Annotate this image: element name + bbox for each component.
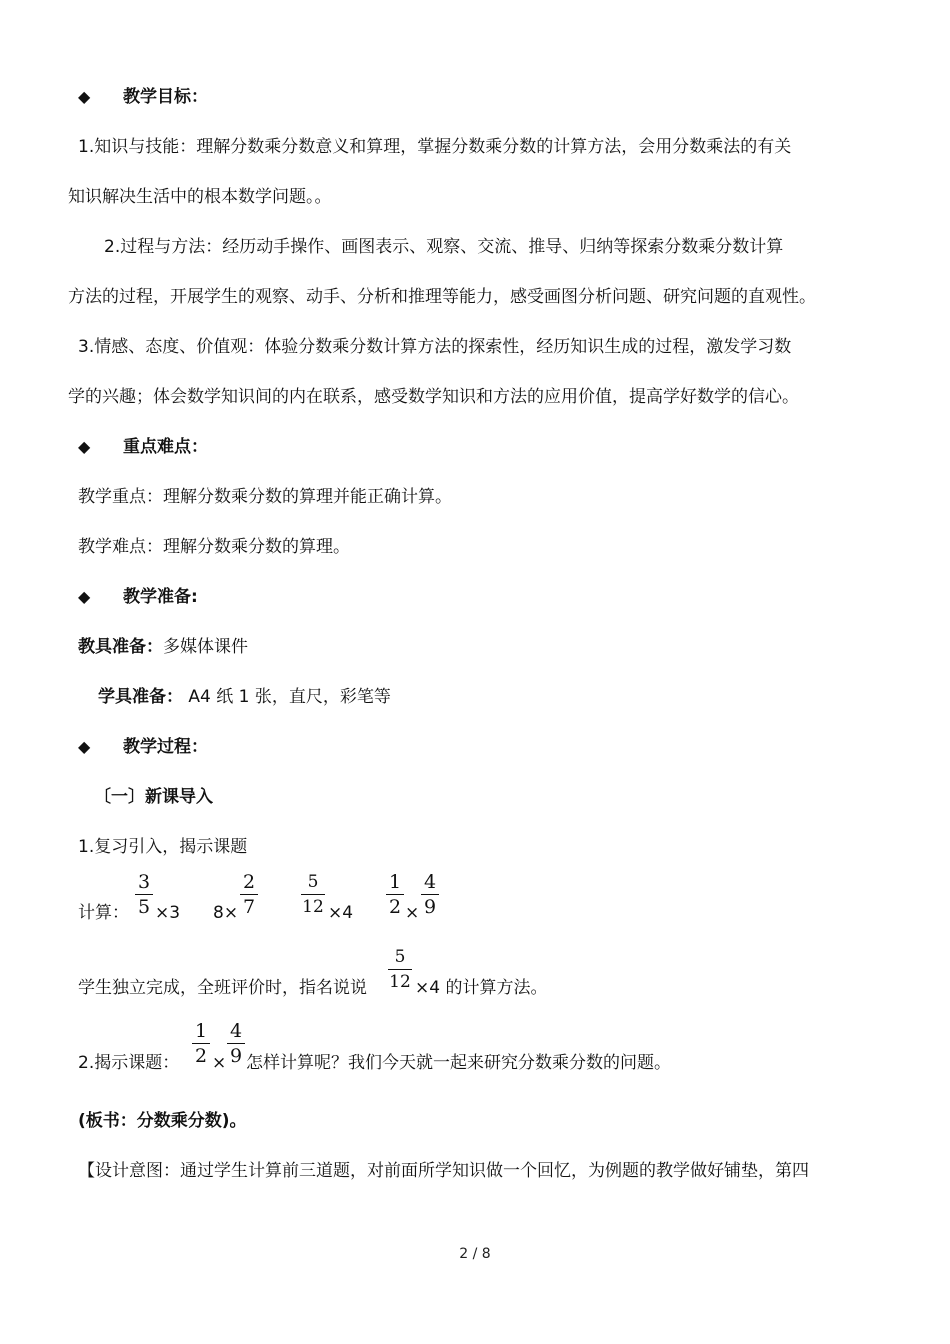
bullet-diamond-icon: ◆: [78, 87, 91, 106]
design-intent: 【设计意图：通过学生计算前三道题，对前面所学知识做一个回忆，为例题的教学做好铺垫，第四: [78, 1161, 809, 1181]
section-title-goals: 教学目标：: [123, 87, 208, 107]
fraction: 2 7: [239, 872, 259, 917]
goal-2-line-1: 2.过程与方法：经历动手操作、画图表示、观察、交流、推导、归纳等探索分数乘分数计算: [104, 237, 784, 257]
teacher-prep: [78, 636, 248, 658]
section-title-process: 教学过程：: [123, 737, 208, 757]
goal-1-line-2: 知识解决生活中的根本数学问题。。: [68, 187, 332, 207]
fraction: 1 2: [191, 1021, 211, 1066]
goal-3-line-1: 3.情感、态度、价值观：体验分数乘分数计算方法的探索性，经历知识生成的过程，激发学习数: [78, 337, 792, 357]
step-1-heading: 1.复习引入，揭示课题: [78, 837, 248, 857]
goal-3-line-2: 学的兴趣；体会数学知识间的内在联系，感受数学知识和方法的应用价值，提高学好数学的信心。: [68, 387, 799, 407]
bullet-diamond-icon: ◆: [78, 437, 91, 456]
goal-1-line-1: 1.知识与技能：理解分数乘分数意义和算理，掌握分数乘分数的计算方法，会用分数乘法的有关: [78, 137, 792, 157]
section-title-keypoints: 重点难点：: [123, 437, 208, 457]
evaluation-text-after: ×4 的计算方法。: [415, 978, 548, 998]
step-2-op: ×: [212, 1053, 227, 1073]
teacher-prep-value: 多媒体课件: [163, 637, 248, 657]
part-1-heading: 〔一〕新课导入: [94, 787, 213, 807]
fraction: 3 5: [134, 872, 154, 917]
calc-expr-4-op: ×: [405, 903, 420, 923]
student-prep-value: A4 纸 1 张，直尺，彩笔等: [183, 687, 391, 707]
board-writing: (板书：分数乘分数)。: [78, 1111, 247, 1131]
student-prep-label: 学具准备：: [98, 687, 183, 707]
page-number: 2 / 8: [459, 1246, 491, 1262]
fraction: 1 2: [385, 872, 405, 917]
key-point: 教学重点：理解分数乘分数的算理并能正确计算。: [78, 487, 452, 507]
calc-label: 计算：: [78, 903, 129, 923]
step-2-label: 2.揭示课题：: [78, 1053, 180, 1073]
calc-expr-3-suffix: ×4: [328, 903, 354, 923]
evaluation-text-before: 学生独立完成，全班评价时，指名说说: [78, 978, 367, 998]
goal-2-line-2: 方法的过程，开展学生的观察、动手、分析和推理等能力，感受画图分析问题、研究问题的直观性。: [68, 287, 816, 307]
bullet-diamond-icon: ◆: [78, 737, 91, 756]
fraction: 5 12: [302, 872, 324, 917]
difficult-point: 教学难点：理解分数乘分数的算理。: [78, 537, 350, 557]
calc-expr-2-prefix: 8×: [213, 903, 239, 923]
calc-expr-1-suffix: ×3: [155, 903, 181, 923]
fraction: 5 12: [389, 947, 411, 992]
teacher-prep-label: 教具准备：: [78, 637, 163, 657]
step-2-text: 怎样计算呢？我们今天就一起来研究分数乘分数的问题。: [246, 1053, 671, 1073]
fraction: 4 9: [420, 872, 440, 917]
section-title-prep: 教学准备:: [123, 587, 198, 607]
student-prep: [98, 686, 391, 708]
bullet-diamond-icon: ◆: [78, 587, 91, 606]
fraction: 4 9: [226, 1021, 246, 1066]
